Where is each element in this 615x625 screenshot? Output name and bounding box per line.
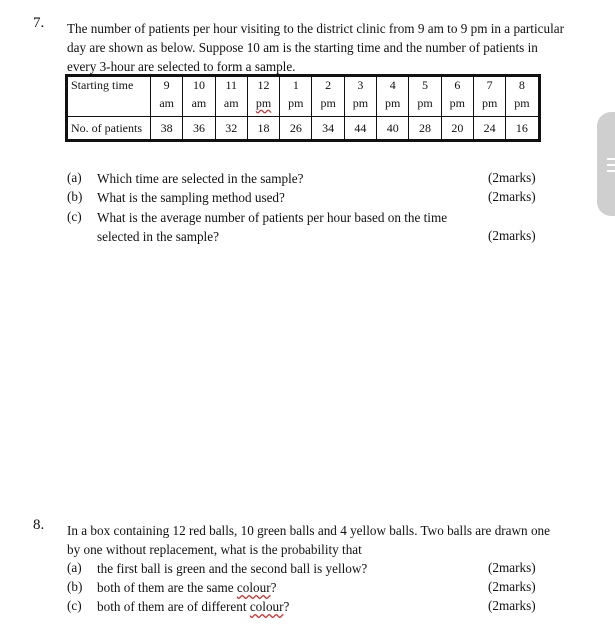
question-8-text [67, 521, 550, 559]
question-7b-text: What is the sampling method used? [97, 190, 285, 205]
flagged-word: pm [255, 96, 272, 110]
question-8a-marks: (2marks) [488, 560, 536, 575]
table-cell-time: 8 pm [506, 77, 538, 117]
question-7b-label: (b) [67, 189, 83, 204]
table-cell-patients: 26 [280, 116, 312, 139]
question-8-text-line: In a box containing 12 red balls, 10 green balls and 4 yellow balls. Two balls are drawn one [67, 523, 550, 538]
grip-icon [607, 158, 615, 160]
table-cell-patients: 24 [473, 116, 505, 139]
table-cell-time: 2 pm [312, 77, 344, 117]
table-cell-patients: 18 [247, 116, 279, 139]
question-7c-text-cont: selected in the sample? [97, 229, 219, 244]
question-7c-text: What is the average number of patients per hour based on the time [97, 210, 448, 225]
question-8a-label: (a) [67, 560, 82, 575]
question-7a-text: Which time are selected in the sample? [97, 171, 304, 186]
question-7b-marks: (2marks) [488, 189, 536, 204]
question-8c-marks: (2marks) [488, 598, 536, 613]
table-cell-time: 6 pm [441, 77, 473, 117]
table-cell-patients: 32 [215, 116, 247, 139]
table-cell-time: 4 pm [377, 77, 409, 117]
table-cell-time: 3 pm [344, 77, 376, 117]
question-8c-text: both of them are of different colour? [97, 599, 290, 614]
question-8a-text: the first ball is green and the second ball is yellow? [97, 561, 368, 576]
table-cell-patients: 38 [151, 116, 183, 139]
question-7-number: 7. [33, 15, 45, 31]
grip-icon [607, 164, 615, 166]
table-cell-time: 11 am [215, 77, 247, 117]
table-cell-patients: 20 [441, 116, 473, 139]
question-7-text-line: every 3-hour are selected to form a sample. [67, 59, 296, 74]
question-8b-text: both of them are the same colour? [97, 580, 277, 595]
question-7-text-line: The number of patients per hour visiting to the district clinic from 9 am to 9 pm in a particular [67, 21, 564, 36]
question-8b-label: (b) [67, 579, 83, 594]
table-cell-patients: 36 [183, 116, 215, 139]
question-8b-marks: (2marks) [488, 579, 536, 594]
patients-table [67, 76, 539, 140]
question-8c-label: (c) [67, 598, 82, 613]
flagged-word: colour [249, 599, 284, 614]
table-cell-patients: 34 [312, 116, 344, 139]
table-header-patients: No. of patients [68, 116, 151, 139]
table-cell-patients: 44 [344, 116, 376, 139]
table-cell-time: 12 pm [247, 77, 279, 117]
table-cell-patients: 16 [506, 116, 538, 139]
question-7a-label: (a) [67, 170, 82, 185]
table-cell-patients: 40 [377, 116, 409, 139]
question-7a-marks: (2marks) [488, 170, 536, 185]
table-cell-patients: 28 [409, 116, 441, 139]
table-cell-time: 9 am [151, 77, 183, 117]
table-cell-time: 1 pm [280, 77, 312, 117]
table-cell-time: 10 am [183, 77, 215, 117]
question-7c-marks: (2marks) [488, 228, 536, 243]
grip-icon [607, 170, 615, 172]
question-7c-label: (c) [67, 209, 82, 224]
side-panel-handle[interactable] [597, 112, 615, 216]
question-8-text-line: by one without replacement, what is the probability that [67, 542, 362, 557]
question-8-number: 8. [33, 517, 45, 533]
table-cell-time: 5 pm [409, 77, 441, 117]
flagged-word: colour [236, 580, 271, 595]
question-7-text [67, 19, 564, 76]
table-header-starting-time: Starting time [68, 77, 151, 117]
table-cell-time: 7 pm [473, 77, 505, 117]
question-7-text-line: day are shown as below. Suppose 10 am is the starting time and the number of patients in [67, 40, 538, 55]
